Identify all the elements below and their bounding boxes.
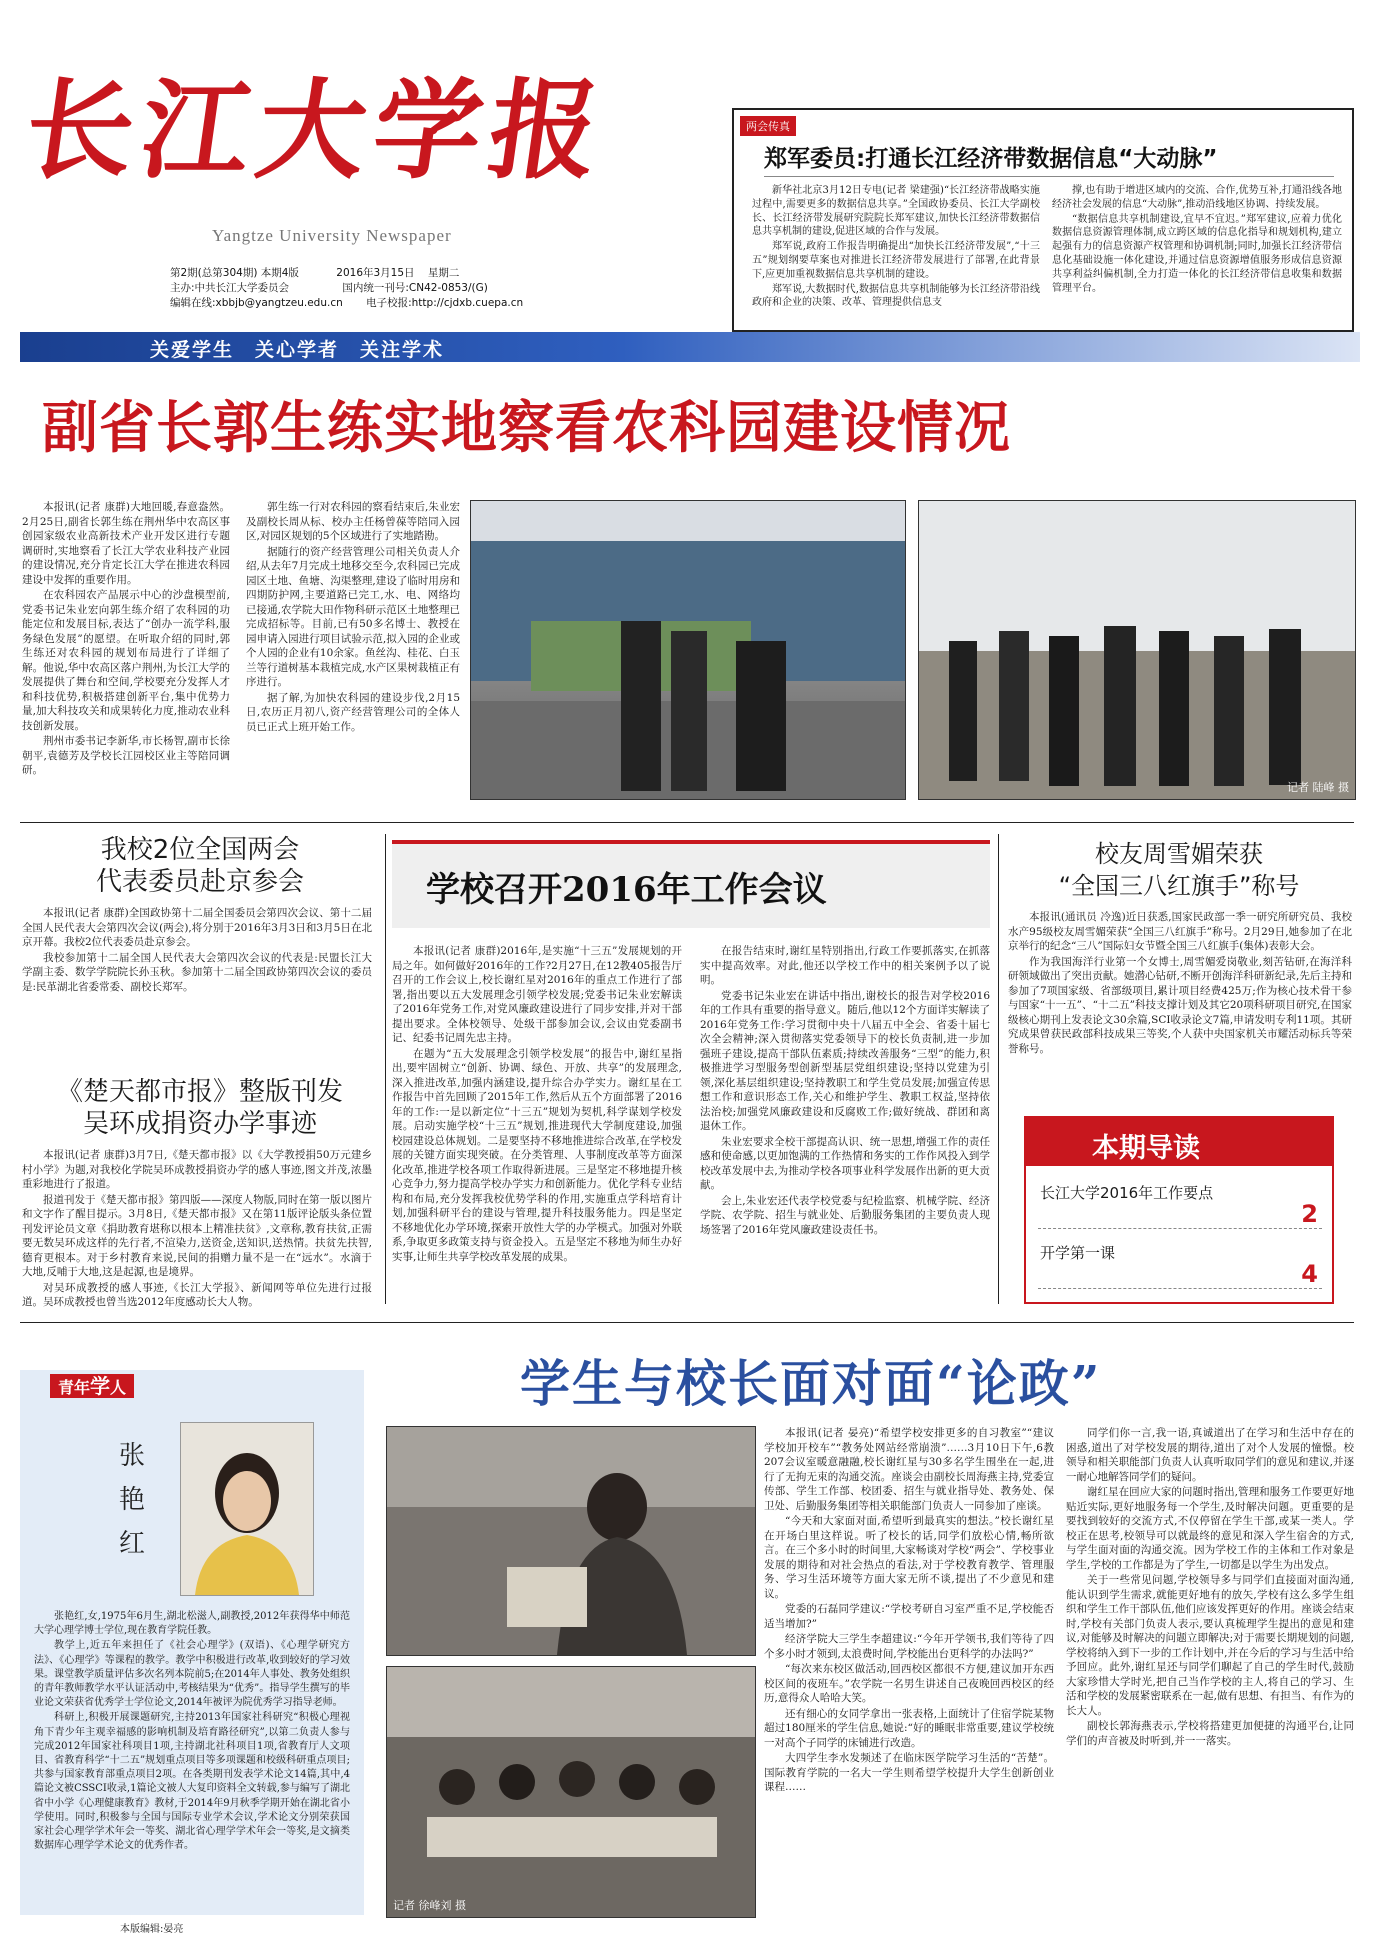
issue-date: 2016年3月15日 (336, 267, 415, 279)
page-editor: 本版编辑:晏亮 (120, 1924, 184, 1935)
lead-photo-1 (470, 500, 906, 800)
sponsor: 主办:中共长江大学委员会 (170, 282, 290, 294)
left-story1-headline: 我校2位全国两会 代表委员赴京参会 (95, 835, 304, 897)
center-story-headline-box (392, 840, 990, 928)
lead-col2: 郭生练一行对农科园的察看结束后,朱业宏及副校长周从标、校办主任杨曾葆等陪同入园区,对园区规划的5个区域进行了实地踏勘。 据随行的资产经营管理公司相关负责人介绍,从去年7月完成土地移交至今,农科园已完成园区土地、鱼塘、沟渠整理,建设了临时用房和四期防护网,主要道路已完工,水、电、网络均已接通,农学院大田作物科研示范区土地整理已完成招标等。目前,已有50多名博士、教授在园申请入园进行项目试验示范,拟入园的企业或个人园的企业有10余家。鱼丝沟、桂花、白玉兰等行道树基本栽植完成,水产区果树栽植正有序进行。 据了解,为加快农科园的建设步伐,2月15日,农历正月初八,资产经营管理公司的全体人员已正式上班开始工作。 (246, 501, 460, 733)
two-sessions-col2: 撑,也有助于增进区域内的交流、合作,优势互补,打通沿线各地经济社会发展的信息“大动脉”,推动沿线地区协调、持续发展。 “数据信息共享机制建设,宜早不宜迟。”郑军建议,应着力优化数据信息资源管理体制,成立跨区域的信息化指导和规划机构,建立起强有力的信息资源产权管理和协调机制;同时,加强长江经济带信息化基础设施一体化建设,并通过信息资源增值服务形成信息资源共享利益纠偏机制,全力打造一体化的长江经济带信息收集和数据管理平台。 (1052, 185, 1342, 294)
issue-guide-header (1026, 1118, 1332, 1166)
guide-item-2[interactable] (1038, 1238, 1322, 1289)
lead-photo-credit: 记者 陆峰 摄 (1287, 781, 1349, 794)
newspaper-title-en: Yangtze University Newspaper (212, 226, 452, 245)
youth-scholar-portrait (180, 1422, 314, 1596)
issue-guide-title: 本期导读 (1092, 1133, 1200, 1164)
issue-info (170, 266, 730, 311)
editor-email: 编辑在线:xbbjb@yangtzeu.edu.cn (170, 297, 343, 309)
lead-col1: 本报讯(记者 康群)大地回暖,春意盎然。2月25日,副省长郭生练在荆州华中农高区事创园家级农业高新技术产业开发区进行专题调研时,实地察看了长江大学农业科技产业园的建设情况,充分肯定长江大学在推进农科园建设中发挥的重要作用。 在农科园农产品展示中心的沙盘模型前,党委书记朱业宏向郭生练介绍了农科园的功能定位和发展目标,表达了“创办一流学科,服务绿色发展”的愿望。在听取介绍的同时,郭生练还对农科园的规划布局进行了详细了解。他说,华中农高区落户荆州,为长江大学的发展提供了舞台和空间,学校要充分发挥人才和科技优势,积极搭建创新平台,集中优势力量,加大科技攻关和成果转化力度,推动农业科技创新发展。 荆州市委书记李新华,市长杨智,副市长徐朝平,袁德芳及学校长江园校区业主等陪同调研。 (22, 501, 230, 776)
bottom-story-headline: 学生与校长面对面“论政” (520, 1354, 1102, 1413)
lead-headline: 副省长郭生练实地察看农科园建设情况 (42, 396, 1011, 461)
lead-photo-2 (918, 500, 1356, 800)
youth-scholar-name: 张 艳 红 (118, 1441, 145, 1559)
guide-item-1-page: 2 (1301, 1200, 1318, 1228)
newspaper-title: 长江大学报 (17, 68, 615, 194)
guide-item-1-label: 长江大学2016年工作要点 (1040, 1184, 1214, 1202)
right-story-headline: 校友周雪媚荣获 “全国三八红旗手”称号 (1058, 840, 1300, 900)
youth-scholar-body: 张艳红,女,1975年6月生,湖北松滋人,副教授,2012年获得华中师范大学心理学博士学位,现在教育学院任教。 教学上,近五年来担任了《社会心理学》(双语)、《心理学研究方法》、《心理学》等课程的教学。教学中积极进行改革,收到较好的学习效果。课堂教学质量评估多次名列本院前5;在2014年人事处、教务处组织的青年教师教学水平认证活动中,考核结果为“优秀”。指导学生撰写的毕业论文荣获省优秀学士学位论文,2014年被评为院优秀学习指导老师。 科研上,积极开展课题研究,主持2013年国家社科研究“积极心理视角下青少年主观幸福感的影响机制及培育路径研究”,以第二负责人参与完成2012年国家社科项目1项,主持湖北社科项目1项,省教育厅人文项目、省教育科学“十二五”规划重点项目等多项课题和校级科研重点项目;共参与国家教育部重点项目2项。在各类期刊发表学术论文14篇,其中,4篇论文被CSSCI收录,1篇论文被人大复印资料全文转载,参与编写了湖北省中小学《心理健康教育》教材,于2014年9月秋季学期开始在湖北省小学使用。同时,积极参与全国与国际专业学术会议,学术论文分别荣获国家社会心理学学术年会一等奖、湖北省心理学学术年会一等奖,是文摘类数据库心理学学术论文的优秀作者。 (34, 1611, 350, 1852)
bottom-photo-2-scene (387, 1667, 755, 1917)
epaper-url: 电子校报:http://cjdxb.cuepa.cn (366, 297, 524, 309)
issue-line: 第2期(总第304期) 本期4版 (170, 267, 299, 279)
issue-guide (1024, 1116, 1334, 1304)
portrait-figure (181, 1423, 313, 1595)
left-story1-body: 本报讯(记者 康群)全国政协第十二届全国委员会第四次会议、第十二届全国人民代表大会第四次会议(两会),将分别于2016年3月3日和3月5日在北京开幕。我校2位代表委员赴京参会。 我校参加第十二届全国人民代表大会第四次会议的代表是:民盟长江大学副主委、数学学院院长孙玉秋。参加第十二届全国政协第四次会议的委员是:民革湖北省委常委、副校长郑军。 (22, 907, 372, 993)
center-story-col1: 本报讯(记者 康群)2016年,是实施“十三五”发展规划的开局之年。如何做好2016年的工作?2月27日,在12教405报告厅召开的工作会议上,校长谢红星对2016年的重点工作进行了部署,指出要以五大发展理念引领学校发展;党委书记朱业宏解读了2016年党务工作,对党风廉政建设进行了同步安排,并对干部提出要求。全体校领导、处级干部参加会议,会议由党委副书记、纪委书记周先忠主持。 在题为“五大发展理念引领学校发展”的报告中,谢红星指出,要牢固树立“创新、协调、绿色、开放、共享”的发展理念,深入推进改革,加强内涵建设,提升综合办学实力。谢红星在工作报告中首先回顾了2015年工作,然后从五个方面部署了2016年的工作:一是以新定位“十三五”规划为契机,科学谋划学校发展。启动实施学校“十三五”规划,推进现代大学制度建设,加强校园建设总体规划。二是要坚持不移地推进综合改革,在学校发展的关键方面实现突破。在分类管理、人事制度改革等方面深化改革,推进学校各项工作取得新进展。三是坚定不移地提升核心竞争力,努力提高学校办学实力和创新能力。优化学科专业结构和布局,充分发挥我校优势学科的作用,实施重点学科培育计划,加强科研平台的建设与管理,提升科技服务能力。四是坚定不移地优化办学环境,探索开放性大学的办学模式。加强对外联系,争取更多政策支持与资金投入。五是坚定不移地为师生办好实事,让师生共享学校改革发展的成果。 (392, 945, 682, 1263)
bottom-story-col1: 本报讯(记者 晏亮)“希望学校安排更多的自习教室”“建议学校加开校车”“教务处网站经常崩溃”……3月10日下午,6教207会议室暖意融融,校长谢红星与30多名学生围坐在一起,进行了无拘无束的沟通交流。座谈会由副校长周海燕主持,党委宣传部、学生工作部、校团委、招生与就业指导处、教务处、保卫处、后勤服务集团等相关职能部门负责人一同参加了座谈。 “今天和大家面对面,希望听到最真实的想法。”校长谢红星在开场白里这样说。听了校长的话,同学们放松心情,畅所欲言。在三个多小时的时间里,大家畅谈对学校“两会”、学校事业发展的期待和对社会热点的看法,对于学校教育教学、管理服务、学习生活环境等方面大家无所不谈,提出了不少意见和建议。 党委的石磊同学建议:“学校考研自习室严重不足,学校能否适当增加?” 经济学院大三学生李超建议:“今年开学领书,我们等待了四个多小时才领到,太浪费时间,学校能出台更科学的办法吗?” “每次来东校区做活动,回西校区都很不方便,建议加开东西校区间的夜班车。”农学院一名男生讲述自己夜晚回西校区的经历,意得众人哈哈大笑。 还有细心的女同学拿出一张表格,上面统计了住宿学院某物超过180厘米的学生信息,她说:“好的睡眠非常重要,建议学校统一对高个子同学的床铺进行改造。 大四学生李水发频述了在临床医学院学习生活的“苦楚”。国际教育学院的一名大一学生则希望学校提升大学生创新创业课程…… (764, 1427, 1054, 1793)
guide-item-2-page: 4 (1301, 1260, 1318, 1288)
masthead (17, 20, 720, 350)
guide-item-2-label: 开学第一课 (1040, 1244, 1116, 1262)
cn-number: 国内统一刊号:CN42-0853/(G) (342, 282, 488, 294)
left-story2-body: 本报讯(记者 康群)3月7日,《楚天都市报》以《大学教授捐50万元建乡村小学》为题,对我校化学院吴环成教授捐资办学的感人事迹,图文并茂,浓墨重彩地进行了报道。 报道刊发于《楚天都市报》第四版——深度人物版,同时在第一版以图片和文字作了醒目提示。3月8日,《楚天都市报》又在第11版评论版头条位置刊发评论员文章《捐助教育堪称以根本上精准扶贫》,文章称,教育扶贫,正需要无数吴环成这样的先行者,不渲染力,送资金,送知识,送热情。扶贫先扶智,德育更根本。对于乡村教育来说,民间的捐赠力量不是一在“远水”。水滴于大地,反哺于大地,这是起源,也是境界。 对吴环成教授的感人事迹,《长江大学报》、新闻网等单位先进行过报道。吴环成教授也曾当选2012年度感动长大人物。 (22, 1149, 372, 1308)
slogan-text: 关爱学生 关心学者 关注学术 (150, 339, 445, 361)
two-sessions-box (732, 108, 1354, 332)
lead-photo-1-scene (471, 501, 905, 799)
bottom-photo-1-scene (387, 1427, 755, 1655)
bottom-story-col2: 同学们你一言,我一语,真诚道出了在学习和生活中存在的困惑,道出了对学校发展的期待,道出了对个人发展的憧憬。校领导和相关职能部门负责人认真听取同学们的意见和建议,并逐一耐心地解答同学们的疑问。 谢红星在回应大家的问题时指出,管理和服务工作要更好地贴近实际,更好地服务每一个学生,及时解决问题。更重要的是要找到较好的交流方式,不仅停留在学生干部,或某一类人。学校正在思考,校领导可以就最终的意见和深入学生宿舍的方式,与学生面对面的沟通交流。因为学校工作的主体和工作对象是学生,学校的工作都是为了学生,一切都是以学生为出发点。 关于一些常见问题,学校领导多与同学们直接面对面沟通,能认识到学生需求,就能更好地有的放矢,学校有这么多学生组织和学生工作干部队伍,他们应该发挥更好的作用。座谈会结束时,学校有关部门负责人表示,要认真梳理学生提出的意见和建议,对能够及时解决的问题立即解决;对于需要长期规划的问题,学校将纳入到下一步的工作计划中,并在今后的学习与生活中给予回应。此外,谢红星还与同学们聊起了自己的学生时代,鼓励大家珍惜大学时光,把自己当作学校的主人,将自己的学习、生活和学校的发展紧密联系在一起,做有思想、有担当、有作为的长大人。 副校长郭海燕表示,学校将搭建更加便捷的沟通平台,让同学们的声音被及时听到,并一一落实。 (1066, 1427, 1354, 1747)
two-sessions-col1: 新华社北京3月12日专电(记者 梁建强)“长江经济带战略实施过程中,需要更多的数据信息共享。”全国政协委员、长江大学副校长、长江经济带发展研究院院长郑军建议,加快长江经济带数据信息共享机制的建设,促进区域的合作与发展。 郑军说,政府工作报告明确提出“加快长江经济带发展”,“十三五”规划纲要草案也对推进长江经济带发展进行了部署,在此背景下,应更加重视数据信息共享机制的建设。 郑军说,大数据时代,数据信息共享机制能够为长江经济带沿线政府和企业的决策、改革、管理提供信息支 (752, 185, 1040, 309)
youth-scholar-panel (20, 1370, 364, 1915)
right-story-body: 本报讯(通讯员 冷逸)近日获悉,国家民政部一季一研究所研究员、我校水产95级校友周雪媚荣获“全国三八红旗手”称号。2月29日,她参加了在北京举行的纪念“三八”国际妇女节暨全国三八红旗手(集体)表彰大会。 作为我国海洋行业第一个女博士,周雪媚爱岗敬业,刻苦钻研,在海洋科研领域做出了突出贡献。她潜心钻研,不断开创海洋科研新纪录,先后主持和参加了7项国家级、省部级项目,累计项目经费425万;作为核心技术骨干参与国家“十一五”、“十二五”科技支撑计划及其它20项科研项目研究,在国家级核心期刊上发表论文30余篇,SCI收录论文7篇,申请发明专利11项。其研究成果曾获民政部科技成果三等奖,个人获中央国家机关市耀活动标兵等荣誉称号。 (1008, 911, 1352, 1055)
issue-weekday: 星期二 (427, 267, 460, 279)
youth-scholar-tag: 青年学人 (50, 1374, 134, 1398)
guide-item-1[interactable] (1038, 1178, 1322, 1229)
center-story-col2: 在报告结束时,谢红星特别指出,行政工作要抓落实,在抓落实中提高效率。对此,他还以学校工作中的相关案例予以了说明。 党委书记朱业宏在讲话中指出,谢校长的报告对学校2016年的工作具有重要的指导意义。随后,他以12个方面详实解读了2016年党务工作:学习贯彻中央十八届五中全会、省委十届七次全会精神;深入贯彻落实党委领导下的校长负责制,进一步加强班子建设,提高干部队伍素质;持续改善服务“三型”的能力,积极推进学习型服务型创新型基层党组织建设;坚持以党建为引领,深化基层组织建设;坚持教职工和学生党员发展;加强宣传思想工作和意识形态工作,关心和维护学生、教职工权益,坚持依法治校;加强党风廉政建设和反腐败工作;做好统战、群团和离退休工作。 朱业宏要求全校干部提高认识、统一思想,增强工作的责任感和使命感,以更加饱满的工作热情和务实的工作作风投入到学校改革发展中去,为推动学校各项事业科学发展作出新的更大贡献。 会上,朱业宏还代表学校党委与纪检监察、机械学院、经济学院、农学院、招生与就业处、后勤服务集团的主要负责人现场签署了2016年党风廉政建设责任书。 (700, 945, 990, 1236)
lead-photo-2-scene (919, 501, 1355, 799)
two-sessions-tag: 两会传真 (740, 116, 796, 136)
bottom-photo-1 (386, 1426, 756, 1656)
two-sessions-headline: 郑军委员:打通长江经济带数据信息“大动脉” (764, 146, 1218, 172)
bottom-photo-credit: 记者 徐峰刘 摄 (393, 1899, 466, 1912)
bottom-photo-2 (386, 1666, 756, 1918)
slogan-bar (20, 332, 1360, 362)
left-story2-headline: 《楚天都市报》整版刊发 吴环成捐资办学事迹 (56, 1077, 343, 1139)
center-story-headline: 学校召开2016年工作会议 (426, 870, 827, 910)
